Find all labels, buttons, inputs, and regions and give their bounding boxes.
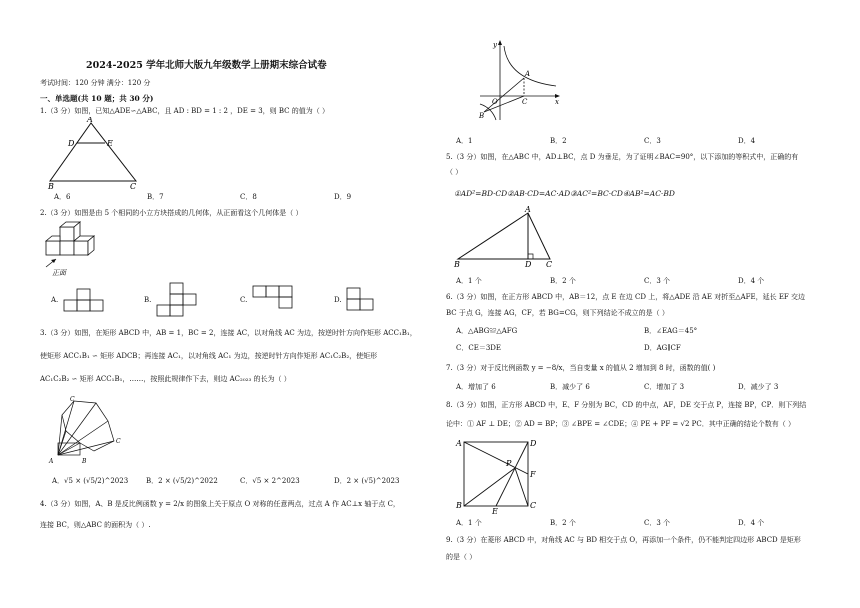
q7-option-c[interactable]: C．增加了 3: [644, 383, 685, 391]
q3-option-a[interactable]: A．√5 × (√5/2)^2023: [52, 477, 129, 485]
q6-line1: 6.（3 分）如图，在正方形 ABCD 中，AB＝12，点 E 在边 CD 上，将△ADE 沿 AE 对折至△AFE，延长 EF 交边: [446, 293, 806, 301]
q8-label-f: F: [530, 470, 536, 479]
q8-label-b: B: [456, 501, 462, 510]
q3-line1: 3.（3 分）如图，在矩形 ABCD 中，AB = 1，BC = 2，连接 AC，以对角线 AC 为边，按逆时针方向作矩形 ACC₁B₁，: [40, 329, 417, 337]
q2-option-a-shape: [61, 288, 107, 314]
q4-label-x: x: [555, 98, 559, 106]
q2-option-d-shape: [344, 287, 380, 313]
q1-label-b: B: [48, 182, 54, 189]
q1-option-d[interactable]: D．9: [334, 193, 352, 201]
q2-text: 2.（3 分）如图是由 5 个相同的小立方块搭成的几何体，从正面看这个几何体是（ ）: [40, 209, 303, 217]
q4-label-o: O: [492, 98, 498, 106]
q2-front-label: 正面: [52, 269, 66, 277]
q4-hyperbola-figure: [478, 38, 562, 122]
q8-option-d[interactable]: D．4 个: [738, 519, 765, 527]
q3-option-c[interactable]: C．√5 × 2^2023: [240, 477, 300, 485]
q4-label-a: A: [525, 70, 531, 78]
q2-option-b-shape: [154, 282, 200, 318]
q5-right-triangle-figure: [452, 205, 562, 267]
q6-line2: BC 于点 G，连接 AG，CF，若 BG=CG，则下列结论不成立的是（ ）: [446, 309, 669, 317]
q1-option-c[interactable]: C．8: [240, 193, 257, 201]
q7-option-b[interactable]: B．减少了 6: [550, 383, 590, 391]
q7-option-a[interactable]: A．增加了 6: [456, 383, 496, 391]
q1-option-b[interactable]: B．7: [147, 193, 164, 201]
q5-option-c[interactable]: C．3 个: [644, 277, 671, 285]
section-heading: 一、单选题(共 10 题；共 30 分): [40, 94, 154, 103]
q1-label-e: E: [107, 139, 113, 148]
q2-option-a[interactable]: A.: [51, 296, 59, 304]
q2-option-d[interactable]: D.: [334, 296, 342, 304]
q5-line2: （ ）: [446, 168, 463, 176]
q1-triangle-figure: [44, 117, 144, 189]
q4-line1: 4.（3 分）如图，A、B 是反比例函数 y = 2/x 的图象上关于原点 O 对称的任意两点，过点 A 作 AC⊥x 轴于点 C，: [40, 500, 400, 508]
q5-label-a: A: [525, 205, 531, 214]
q6-option-d[interactable]: D．AG∥CF: [644, 344, 681, 352]
q5-option-b[interactable]: B．2 个: [550, 277, 576, 285]
q5-option-a[interactable]: A．1 个: [456, 277, 482, 285]
q4-option-d[interactable]: D．4: [738, 137, 756, 145]
q2-cubes-figure: [42, 219, 112, 277]
q5-label-b: B: [454, 260, 460, 267]
q8-label-c: C: [530, 501, 537, 510]
q1-option-a[interactable]: A．6: [54, 193, 71, 201]
page-title: 2024-2025 学年北师大版九年级数学上册期末综合试卷: [86, 60, 327, 71]
q8-label-e: E: [492, 507, 498, 514]
q8-option-a[interactable]: A．1 个: [456, 519, 482, 527]
q8-label-a: A: [456, 439, 462, 448]
q5-line1: 5.（3 分）如图，在△ABC 中，AD⊥BC，点 D 为垂足，为了证明∠BAC=90°，以下添加的等积式中，正确的有: [446, 153, 799, 161]
q5-label-d: D: [525, 260, 532, 267]
q3-label: A: [49, 458, 54, 465]
q1-text: 1.（3 分）如图，已知△ADE∽△ABC，且 AD : BD = 1 : 2 ，DE = 3，则 BC 的值为（ ）: [40, 107, 329, 115]
q4-option-a[interactable]: A．1: [456, 137, 473, 145]
q6-option-b[interactable]: B．∠EAG＝45°: [644, 327, 698, 335]
q8-option-c[interactable]: C．3 个: [644, 519, 671, 527]
q3-option-d[interactable]: D．2 × (√5)^2023: [334, 477, 400, 485]
exam-info: 考试时间：120 分钟 满分：120 分: [40, 79, 151, 87]
q8-line1: 8.（3 分）如图，正方形 ABCD 中，E、F 分别为 BC，CD 的中点，AF，DE 交于点 P，连接 BP，CP．则下列结: [446, 401, 807, 409]
q4-label-y: y: [493, 41, 497, 49]
q3-spiral-rectangles-figure: [44, 393, 126, 465]
q8-square-figure: [454, 436, 540, 514]
q7-text: 7.（3 分）对于反比例函数 y = −8/x，当自变量 x 的值从 2 增加到 8 时，函数的值( ): [446, 364, 716, 372]
q9-line1: 9.（3 分）在菱形 ABCD 中，对角线 AC 与 BD 相交于点 O，再添加一个条件，仍不能判定四边形 ABCD 是矩形: [446, 536, 801, 544]
q5-label-c: C: [546, 260, 553, 267]
q4-label-c: C: [522, 98, 528, 106]
q1-label-c: C: [130, 182, 137, 189]
q3-label: C: [70, 396, 75, 403]
q4-option-b[interactable]: B．2: [550, 137, 567, 145]
q3-label: C: [116, 438, 121, 445]
q9-line2: 的是（ ）: [446, 553, 477, 561]
q1-label-d: D: [68, 139, 75, 148]
q3-line2: 使矩形 ACC₁B₁ ∽ 矩形 ADCB；再连接 AC₁，以对角线 AC₁ 为边，按逆时针方向作矩形 AC₁C₂B₂，使矩形: [40, 352, 378, 360]
q8-label-p: P: [506, 459, 512, 468]
q3-label: B: [82, 458, 87, 465]
q4-label-b: B: [479, 112, 485, 120]
q8-line2: 论中：① AF ⊥ DE；② AD = BP；③ ∠BPE = ∠CDE；④ PE + PF = √2 PC．其中正确的结论个数有（ ）: [446, 420, 795, 428]
q4-option-c[interactable]: C．3: [644, 137, 661, 145]
q8-label-d: D: [530, 439, 537, 448]
q8-option-b[interactable]: B．2 个: [550, 519, 576, 527]
q2-option-c[interactable]: C.: [240, 296, 248, 304]
q2-option-c-shape: [250, 285, 296, 311]
q2-option-b[interactable]: B.: [144, 296, 152, 304]
q6-option-c[interactable]: C．CE＝3DE: [456, 344, 501, 352]
q4-line2: 连接 BC，则△ABC 的面积为（ ）.: [40, 521, 151, 529]
q5-line3: ①AD²=BD·CD②AB·CD=AC·AD③AC²=BC·CD④AB²=AC·BD: [454, 189, 675, 198]
q5-option-d[interactable]: D．4 个: [738, 277, 765, 285]
q7-option-d[interactable]: D．减少了 3: [738, 383, 779, 391]
q3-option-b[interactable]: B．2 × (√5/2)^2022: [146, 477, 218, 485]
q3-line3: AC₁C₂B₂ ∽ 矩形 ACC₁B₁，……，按照此规律作下去，则边 AC₂₀₂₃ 的长为（ ）: [40, 375, 291, 383]
q1-label-a: A: [87, 117, 93, 124]
q6-option-a[interactable]: A．△ABG≌△AFG: [456, 327, 518, 335]
